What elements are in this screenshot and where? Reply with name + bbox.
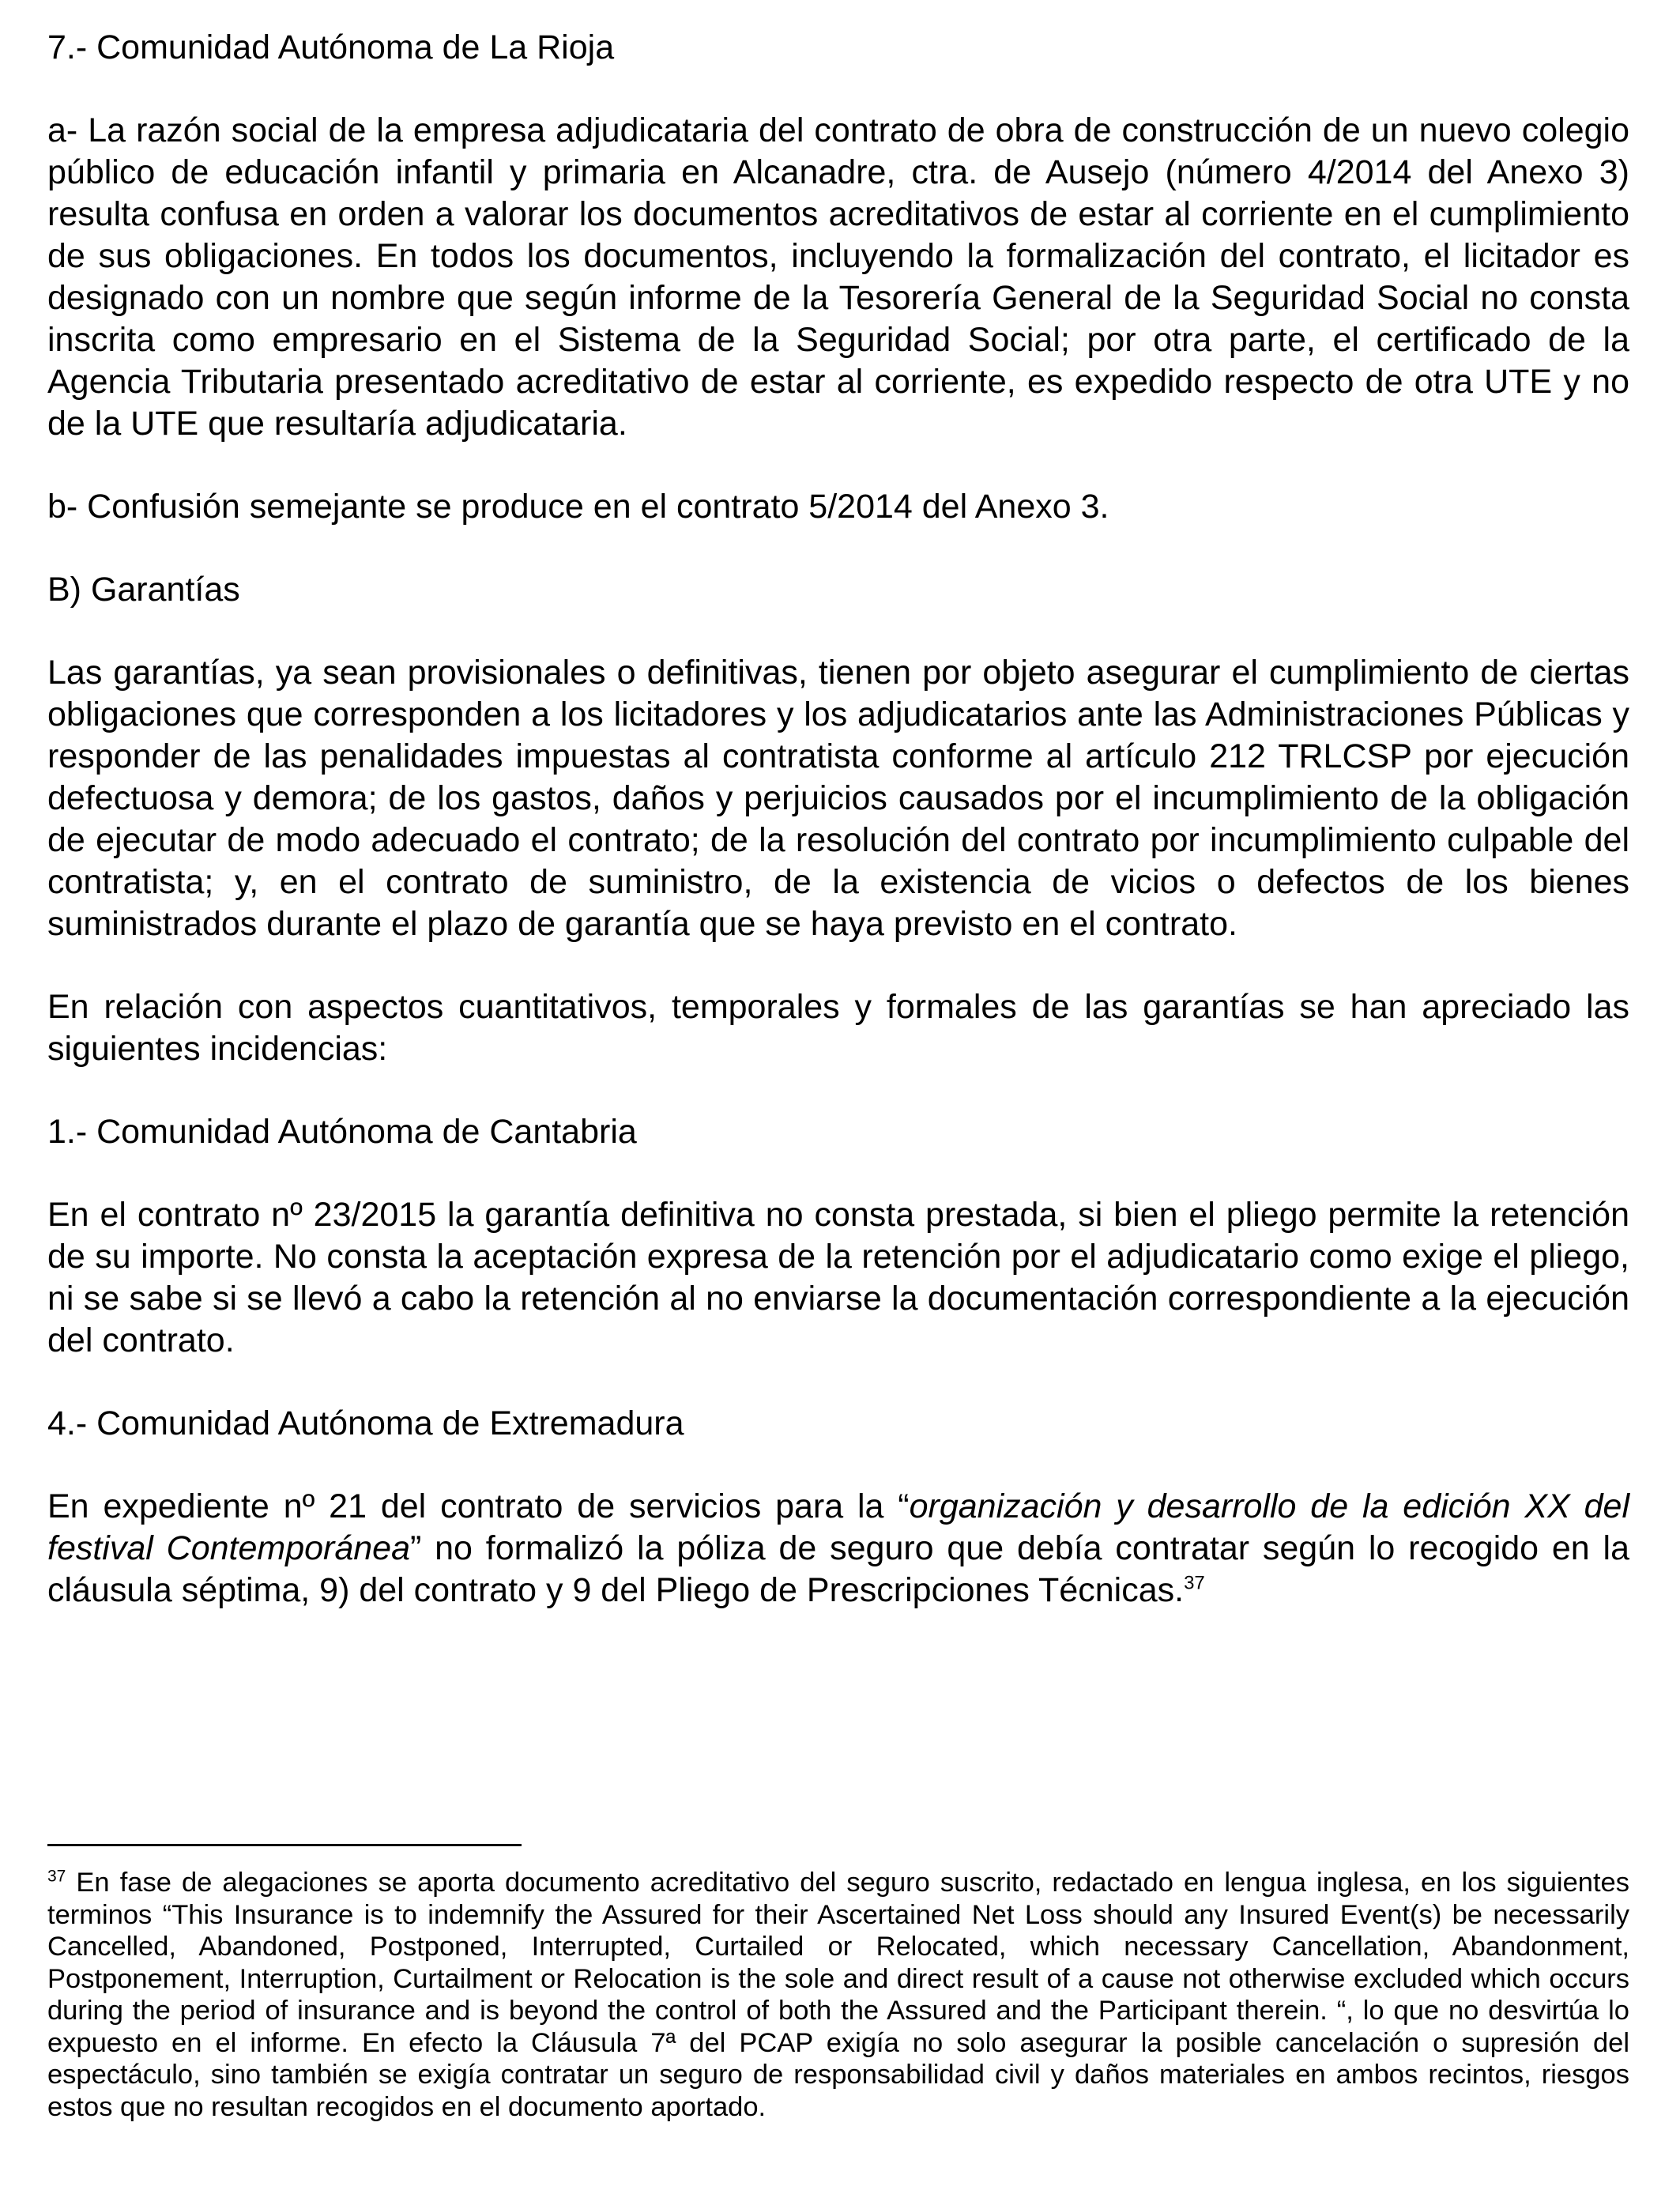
paragraph-garantias: Las garantías, ya sean provisionales o definitivas, tienen por objeto asegurar el cumplimiento de ciertas obligaciones que corresponden a los licitadores y los adjudicatarios ante las Administraciones Públicas y responder de las penalidades impuestas al contratista conforme al artículo 212 TRLCSP por ejecución defectuosa y demora; de los gastos, daños y perjuicios causados por el incumplimiento de la obligación de ejecutar de modo adecuado el contrato; de la resolución del contrato por incumplimiento culpable del contratista; y, en el contrato de suministro, de la existencia de vicios o defectos de los bienes suministrados durante el plazo de garantía que se haya previsto en el contrato. bbox=[47, 654, 1629, 943]
paragraph-extremadura bbox=[47, 1486, 1629, 1612]
section-heading-garantias: B) Garantías bbox=[47, 571, 240, 609]
paragraph-relacion: En relación con aspectos cuantitativos, temporales y formales de las garantías se han apreciado las siguientes incidencias: bbox=[47, 988, 1629, 1068]
paragraph-extremadura-before: En expediente nº 21 del contrato de servicios para la “ bbox=[47, 1487, 910, 1525]
footnote-text: En fase de alegaciones se aporta documento acreditativo del seguro suscrito, redactado en lengua inglesa, en los siguientes terminos “This Insurance is to indemnify the Assured for their Ascertained Net Loss should any Insured Event(s) be necessarily Cancelled, Abandoned, Postponed, Interrupted, Curtailed or Relocated, which necessary Cancellation, Abandonment, Postponement, Interruption, Curtailment or Relocation is the sole and direct result of a cause not otherwise excluded which occurs during the period of insurance and is beyond the control of both the Assured and the Participant therein. “, lo que no desvirtúa lo expuesto en el informe. En efecto la Cláusula 7ª del PCAP exigía no solo asegurar la posible cancelación o supresión del espectáculo, sino también se exigía contratar un seguro de responsabilidad civil y daños materiales en ambos recintos, riesgos estos que no resultan recogidos en el documento aportado. bbox=[47, 1868, 1629, 2122]
footnote-reference[interactable]: 37 bbox=[1184, 1572, 1205, 1594]
section-heading-cantabria: 1.- Comunidad Autónoma de Cantabria bbox=[47, 1113, 637, 1151]
paragraph-cantabria: En el contrato nº 23/2015 la garantía definitiva no consta prestada, si bien el pliego permite la retención de su importe. No consta la aceptación expresa de la retención por el adjudicatario como exige el pliego, ni se sabe si se llevó a cabo la retención al no enviarse la documentación correspondiente a la ejecución del contrato. bbox=[47, 1196, 1629, 1359]
footnote-mark: 37 bbox=[47, 1867, 66, 1886]
document-body bbox=[47, 27, 1629, 1653]
footnote-separator bbox=[47, 1844, 522, 1846]
section-heading-la-rioja: 7.- Comunidad Autónoma de La Rioja bbox=[47, 28, 615, 66]
paragraph-a: a- La razón social de la empresa adjudicataria del contrato de obra de construcción de un nuevo colegio público de educación infantil y primaria en Alcanadre, ctra. de Ausejo (número 4/2014 del Anexo 3) resulta confusa en orden a valorar los documentos acreditativos de estar al corriente en el cumplimiento de sus obligaciones. En todos los documentos, incluyendo la formalización del contrato, el licitador es designado con un nombre que según informe de la Tesorería General de la Seguridad Social no consta inscrita como empresario en el Sistema de la Seguridad Social; por otra parte, el certificado de la Agencia Tributaria presentado acreditativo de estar al corriente, es expedido respecto de otra UTE y no de la UTE que resultaría adjudicataria. bbox=[47, 111, 1629, 443]
paragraph-extremadura-after: ” no formalizó la póliza de seguro que debía contratar según lo recogido en la cláusula séptima, 9) del contrato y 9 del Pliego de Prescripciones Técnicas. bbox=[47, 1529, 1629, 1609]
paragraph-b: b- Confusión semejante se produce en el contrato 5/2014 del Anexo 3. bbox=[47, 488, 1109, 526]
paragraph-extremadura-italic: organización y desarrollo de la edición XX del festival Contemporánea bbox=[47, 1487, 1629, 1567]
section-heading-extremadura: 4.- Comunidad Autónoma de Extremadura bbox=[47, 1404, 684, 1442]
footnote bbox=[47, 1867, 1629, 2123]
